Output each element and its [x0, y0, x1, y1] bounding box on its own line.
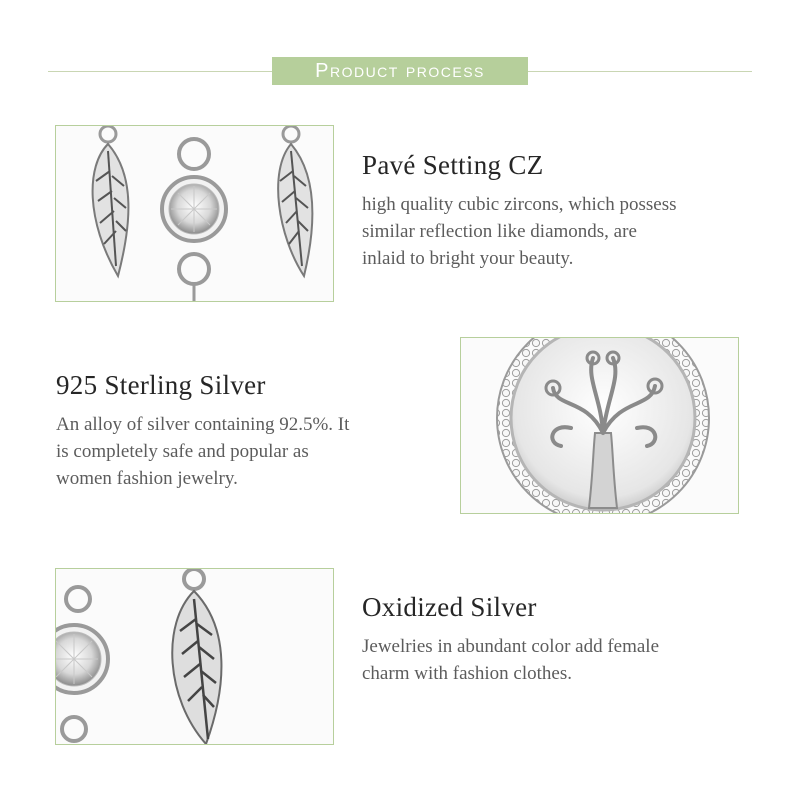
oxidized-feather-charms-photo [55, 568, 334, 745]
feature-line: inlaid to bright your beauty. [362, 248, 574, 269]
feature-line: charm with fashion clothes. [362, 663, 573, 684]
tree-of-life-halo-pendant-photo [460, 337, 739, 514]
feature-line: is completely safe and popular as [56, 441, 309, 462]
feature-line: women fashion jewelry. [56, 468, 238, 489]
header-divider-left [48, 71, 272, 72]
feature-description [362, 191, 782, 272]
feature-line: high quality cubic zircons, which possess [362, 194, 677, 215]
feature-title: Oxidized Silver [362, 592, 537, 622]
feature-description [56, 411, 436, 492]
feature-title: Pavé Setting CZ [362, 150, 544, 180]
feature-line: An alloy of silver containing 92.5%. It [56, 414, 350, 435]
section-title-badge: Product process [272, 57, 528, 85]
feature-description [362, 633, 782, 687]
feature-oxidized-silver [362, 592, 782, 687]
feature-pave-setting [362, 150, 782, 272]
feature-line: Jewelries in abundant color add female [362, 636, 660, 657]
header-divider-right [528, 71, 752, 72]
feature-line: similar reflection like diamonds, are [362, 221, 637, 242]
feature-sterling-silver [56, 370, 436, 492]
feature-title: 925 Sterling Silver [56, 370, 266, 400]
cz-stone-feather-charms-photo [55, 125, 334, 302]
